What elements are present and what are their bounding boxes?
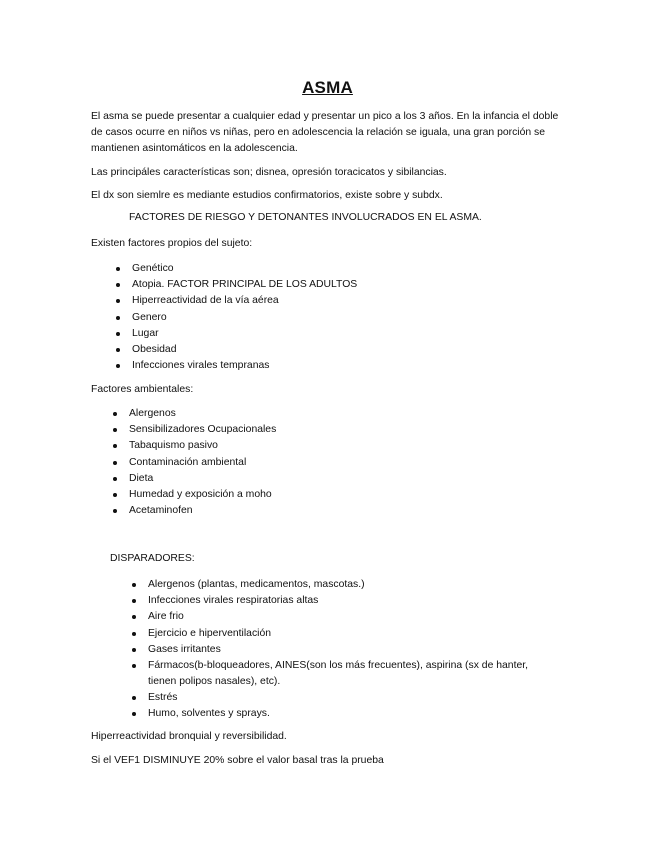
list-item: Infecciones virales tempranas (132, 358, 357, 374)
vef1-line: Si el VEF1 DISMINUYE 20% sobre el valor basal tras la prueba (91, 755, 384, 766)
list-item: Lugar (132, 326, 357, 342)
document-title: ASMA (302, 78, 353, 97)
environmental-factors-list (129, 406, 276, 519)
list-item: Fármacos(b-bloqueadores, AINES(son los más frecuentes), aspirina (sx de hanter, tienen polipos nasales), etc). (148, 658, 558, 690)
hyperreactivity-line: Hiperreactividad bronquial y reversibilidad. (91, 731, 287, 742)
list-item: Estrés (148, 690, 558, 706)
list-item: Humedad y exposición a moho (129, 487, 276, 503)
list-item: Alergenos (plantas, medicamentos, mascotas.) (148, 577, 558, 593)
intro-paragraph: El asma se puede presentar a cualquier edad y presentar un pico a los 3 años. En la infancia el doble de casos ocurre en niños vs niñas, pero en adolescencia la relación se iguala, una gran porción se mantienen asintomáticos en la adolescencia. (91, 111, 559, 154)
list-item: Obesidad (132, 342, 357, 358)
intrinsic-factors-list (132, 261, 357, 374)
list-item: Genero (132, 310, 357, 326)
list-item: Humo, solventes y sprays. (148, 706, 558, 722)
intrinsic-factors-intro: Existen factores propios del sujeto: (91, 238, 253, 249)
list-item: Contaminación ambiental (129, 455, 276, 471)
risk-factors-heading: FACTORES DE RIESGO Y DETONANTES INVOLUCRADOS EN EL ASMA. (129, 212, 482, 223)
list-item: Gases irritantes (148, 642, 558, 658)
characteristics-paragraph: Las principáles características son; disnea, opresión toracicatos y sibilancias. (91, 167, 447, 178)
list-item: Aire frio (148, 609, 558, 625)
list-item: Dieta (129, 471, 276, 487)
list-item: Ejercicio e hiperventilación (148, 626, 558, 642)
environmental-factors-intro: Factores ambientales: (91, 384, 194, 395)
list-item: Infecciones virales respiratorias altas (148, 593, 558, 609)
list-item: Acetaminofen (129, 503, 276, 519)
list-item: Atopia. FACTOR PRINCIPAL DE LOS ADULTOS (132, 277, 357, 293)
list-item: Tabaquismo pasivo (129, 438, 276, 454)
list-item: Sensibilizadores Ocupacionales (129, 422, 276, 438)
list-item: Genético (132, 261, 357, 277)
triggers-heading: DISPARADORES: (110, 553, 195, 564)
list-item: Hiperreactividad de la vía aérea (132, 293, 357, 309)
triggers-list (148, 577, 558, 722)
diagnosis-paragraph: El dx son siemlre es mediante estudios confirmatorios, existe sobre y subdx. (91, 190, 443, 201)
list-item: Alergenos (129, 406, 276, 422)
